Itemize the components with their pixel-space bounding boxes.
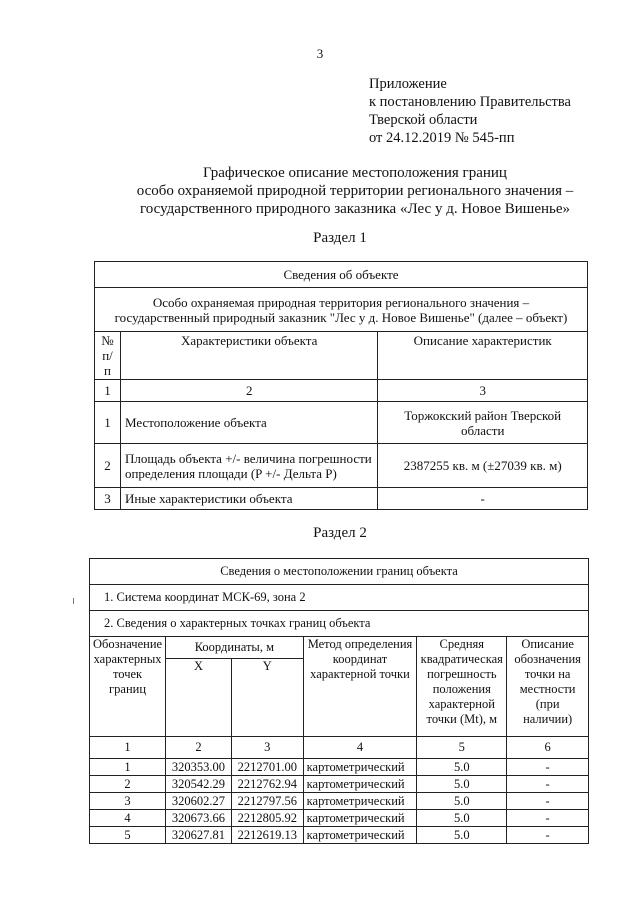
coord-system: 1. Система координат МСК-69, зона 2: [90, 585, 589, 611]
cell-point: 4: [90, 810, 166, 827]
row-no: 2: [95, 444, 121, 488]
row-char: Местоположение объекта: [120, 402, 377, 444]
header-point: Обозначение характерных точек границ: [90, 637, 166, 737]
cell-desc: -: [507, 810, 589, 827]
points-title: 2. Сведения о характерных точках границ объекта: [90, 611, 589, 637]
row-desc: -: [378, 488, 588, 510]
table-row: [95, 488, 588, 510]
cell-error: 5.0: [417, 827, 507, 844]
object-line: государственный природный заказник "Лес у д. Новое Вишенье" (далее – объект): [114, 309, 568, 325]
table-row: [95, 444, 588, 488]
section2-heading: Раздел 2: [313, 525, 367, 541]
row-no: 1: [95, 402, 121, 444]
colnum-cell: 1: [95, 380, 121, 402]
colnum-cell: 6: [507, 737, 589, 759]
boundary-points-table: [89, 558, 589, 844]
colnum-cell: 2: [166, 737, 232, 759]
colnum-cell: 2: [120, 380, 377, 402]
title-line: особо охраняемой природной территории регионального значения –: [136, 183, 574, 199]
title-line: государственного природного заказника «Лес у д. Новое Вишенье»: [139, 201, 571, 217]
cell-error: 5.0: [417, 759, 507, 776]
row-no: 3: [95, 488, 121, 510]
cell-error: 5.0: [417, 810, 507, 827]
section1-heading: Раздел 1: [313, 230, 367, 246]
row-char: Иные характеристики объекта: [120, 488, 377, 510]
appendix-line: от 24.12.2019 № 545-пп: [369, 130, 515, 146]
cell-x: 320673.66: [166, 810, 232, 827]
header-char: Характеристики объекта: [120, 332, 377, 380]
header-desc: Описание характеристик: [378, 332, 588, 380]
cell-method: картометрический: [303, 827, 417, 844]
row-desc: 2387255 кв. м (±27039 кв. м): [378, 444, 588, 488]
header-no: № п/п: [95, 332, 121, 380]
object-info-table: [94, 261, 588, 510]
cell-method: картометрический: [303, 793, 417, 810]
title-line: Графическое описание местоположения границ: [203, 165, 507, 181]
table-row: [95, 402, 588, 444]
table-title: Сведения об объекте: [95, 262, 588, 288]
appendix-line: Тверской области: [369, 112, 478, 128]
cell-desc: -: [507, 793, 589, 810]
cell-point: 3: [90, 793, 166, 810]
header-error: Средняя квадратическая погрешность положения характерной точки (Mt), м: [417, 637, 507, 737]
row-desc: Торжокский район Тверской области: [378, 402, 588, 444]
object-name-cell: [95, 288, 588, 332]
row-char: Площадь объекта +/- величина погрешности определения площади (P +/- Дельта P): [120, 444, 377, 488]
cell-x: 320542.29: [166, 776, 232, 793]
cell-x: 320627.81: [166, 827, 232, 844]
cell-y: 2212619.13: [231, 827, 303, 844]
colnum-cell: 1: [90, 737, 166, 759]
header-desc: Описание обозначения точки на местности (при наличии): [507, 637, 589, 737]
cell-y: 2212805.92: [231, 810, 303, 827]
cell-x: 320602.27: [166, 793, 232, 810]
document-title: [60, 164, 640, 218]
cell-desc: -: [507, 759, 589, 776]
colnum-cell: 5: [417, 737, 507, 759]
table-row: [90, 793, 589, 810]
cell-point: 5: [90, 827, 166, 844]
object-line: Особо охраняемая природная территория регионального значения –: [152, 294, 530, 310]
colnum-cell: 3: [231, 737, 303, 759]
table-row: [90, 776, 589, 793]
appendix-line: Приложение: [369, 76, 447, 92]
cell-error: 5.0: [417, 776, 507, 793]
header-method: Метод определения координат характерной точки: [303, 637, 417, 737]
cell-method: картометрический: [303, 776, 417, 793]
page-number: 3: [316, 46, 324, 61]
header-x: X: [166, 659, 232, 737]
colnum-cell: 4: [303, 737, 417, 759]
cell-point: 2: [90, 776, 166, 793]
cell-desc: -: [507, 776, 589, 793]
cell-y: 2212701.00: [231, 759, 303, 776]
cell-desc: -: [507, 827, 589, 844]
header-y: Y: [231, 659, 303, 737]
table-title: Сведения о местоположении границ объекта: [90, 559, 589, 585]
cell-point: 1: [90, 759, 166, 776]
table-row: [90, 759, 589, 776]
cell-y: 2212762.94: [231, 776, 303, 793]
cell-method: картометрический: [303, 810, 417, 827]
cell-x: 320353.00: [166, 759, 232, 776]
cell-method: картометрический: [303, 759, 417, 776]
cell-y: 2212797.56: [231, 793, 303, 810]
cell-error: 5.0: [417, 793, 507, 810]
appendix-block: [369, 75, 571, 147]
margin-mark: [73, 598, 74, 604]
appendix-line: к постановлению Правительства: [369, 94, 571, 110]
header-coords: Координаты, м: [166, 637, 304, 659]
table-row: [90, 810, 589, 827]
colnum-cell: 3: [378, 380, 588, 402]
table-row: [90, 827, 589, 844]
